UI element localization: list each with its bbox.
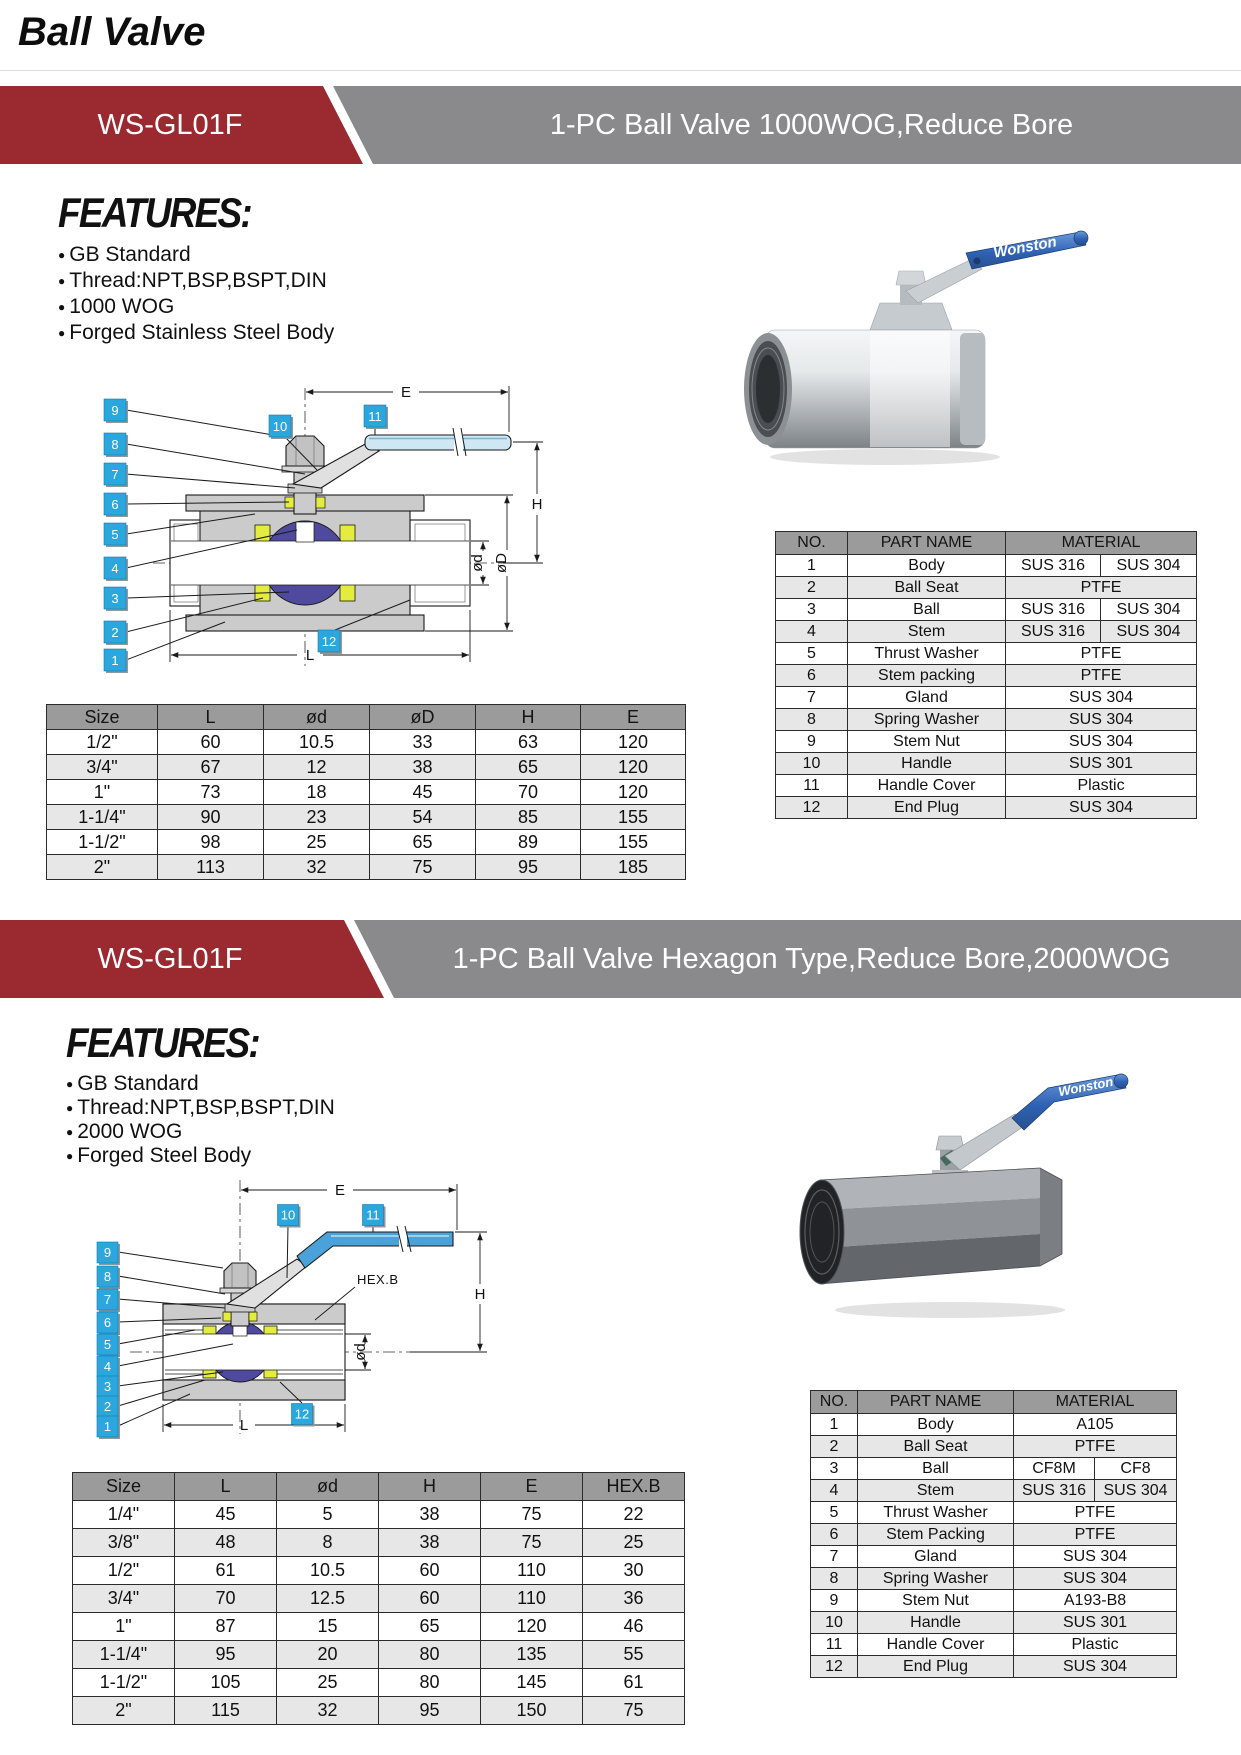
cell: 9	[811, 1590, 858, 1612]
cell: 3/4"	[47, 755, 158, 780]
size-table-1	[46, 704, 686, 880]
column-header: MATERIAL	[1014, 1391, 1177, 1414]
table-row	[811, 1656, 1177, 1678]
cell: 75	[370, 855, 476, 880]
cell: 95	[476, 855, 581, 880]
table-row	[811, 1414, 1177, 1436]
brand-label: Wonston	[992, 233, 1059, 262]
cell: 1/2"	[47, 730, 158, 755]
cell: SUS 316	[1014, 1480, 1095, 1502]
cell: 33	[370, 730, 476, 755]
parts-table-2	[810, 1390, 1177, 1678]
cell: SUS 301	[1006, 753, 1197, 775]
handle-bar	[297, 1232, 453, 1268]
cell: 8	[277, 1529, 379, 1557]
cell: 60	[379, 1557, 481, 1585]
cell: 61	[175, 1557, 277, 1585]
table-row	[811, 1590, 1177, 1612]
cell: Body	[858, 1414, 1014, 1436]
cell: 5	[811, 1502, 858, 1524]
table-row	[776, 621, 1197, 643]
cell: 67	[158, 755, 264, 780]
cell: Thrust Washer	[858, 1502, 1014, 1524]
feature-item: ● Thread:NPT,BSP,BSPT,DIN	[58, 268, 334, 294]
table-row	[73, 1641, 685, 1669]
callout-label: 3	[111, 591, 119, 606]
callout-label: 12	[321, 634, 337, 649]
cell: 70	[175, 1585, 277, 1613]
cell: 8	[776, 709, 848, 731]
cell: 32	[264, 855, 370, 880]
dim-label-E: E	[334, 1182, 346, 1199]
cell: Plastic	[1006, 775, 1197, 797]
cell: 150	[481, 1697, 583, 1725]
title-divider	[0, 70, 1241, 71]
features-heading: FEATURES:	[58, 189, 251, 236]
cell: Ball Seat	[858, 1436, 1014, 1458]
cell: A105	[1014, 1414, 1177, 1436]
table-row	[776, 599, 1197, 621]
callout-label: 9	[103, 1245, 112, 1260]
handle-bar	[365, 435, 511, 450]
cell: 85	[476, 805, 581, 830]
cell: 2	[811, 1436, 858, 1458]
cell: 4	[776, 621, 848, 643]
cell: 18	[264, 780, 370, 805]
cell: 1"	[47, 780, 158, 805]
dim-label-E: E	[400, 384, 412, 401]
cell: SUS 304	[1014, 1546, 1177, 1568]
cell: 1/4"	[73, 1501, 175, 1529]
cell: 25	[264, 830, 370, 855]
cell: 25	[583, 1529, 685, 1557]
stem-nut	[896, 271, 926, 285]
cell: 155	[581, 805, 686, 830]
cell: SUS 304	[1014, 1568, 1177, 1590]
cell: Ball	[848, 599, 1006, 621]
callout-label: 6	[111, 497, 119, 512]
callout-label: 10	[280, 1207, 296, 1223]
cell: Stem	[848, 621, 1006, 643]
callout-label: 5	[103, 1337, 112, 1352]
column-header: NO.	[811, 1391, 858, 1414]
cell: 10.5	[277, 1557, 379, 1585]
hex-body	[820, 1168, 1062, 1284]
column-header: L	[158, 705, 264, 730]
feature-item: ● GB Standard	[58, 242, 334, 268]
cell: 87	[175, 1613, 277, 1641]
cell: 60	[158, 730, 264, 755]
threaded-port	[756, 355, 780, 423]
feature-item: ● 1000 WOG	[58, 294, 334, 320]
cell: 10	[776, 753, 848, 775]
table-row	[811, 1480, 1177, 1502]
cell: CF8M	[1014, 1458, 1095, 1480]
photo-shadow	[835, 1302, 1065, 1318]
cell: Spring Washer	[858, 1568, 1014, 1590]
cell: 3/8"	[73, 1529, 175, 1557]
table-row	[47, 805, 686, 830]
table-row	[811, 1458, 1177, 1480]
cell: 1-1/2"	[47, 830, 158, 855]
cell: SUS 304	[1006, 797, 1197, 819]
cell: 1-1/4"	[47, 805, 158, 830]
cell: PTFE	[1006, 665, 1197, 687]
cell: 70	[476, 780, 581, 805]
dim-label-oD: øD	[493, 553, 510, 573]
callout-label: 8	[103, 1269, 112, 1284]
cell: Gland	[848, 687, 1006, 709]
callout-label: 3	[103, 1379, 112, 1394]
table-row	[776, 687, 1197, 709]
column-header: ød	[277, 1473, 379, 1501]
cell: PTFE	[1014, 1436, 1177, 1458]
dim-label-od: ød	[469, 554, 486, 572]
table-row	[73, 1529, 685, 1557]
cell: 55	[583, 1641, 685, 1669]
cell: Spring Washer	[848, 709, 1006, 731]
cell: 120	[581, 730, 686, 755]
dim-label-H: H	[474, 1286, 486, 1303]
cell: 1"	[73, 1613, 175, 1641]
feature-item: ● Thread:NPT,BSP,BSPT,DIN	[66, 1096, 335, 1120]
callout-label: 2	[103, 1399, 112, 1414]
cell: 7	[811, 1546, 858, 1568]
section-banner-2	[0, 920, 1241, 998]
callout-label: 11	[366, 1207, 380, 1223]
table-row	[811, 1502, 1177, 1524]
cell: A193-B8	[1014, 1590, 1177, 1612]
cell: 65	[476, 755, 581, 780]
table-row	[776, 753, 1197, 775]
cell: Ball	[858, 1458, 1014, 1480]
cell: 12	[776, 797, 848, 819]
table-row	[776, 643, 1197, 665]
cell: SUS 316	[1006, 599, 1101, 621]
callout-label: 1	[111, 653, 119, 668]
cell: 10.5	[264, 730, 370, 755]
cell: 2"	[73, 1697, 175, 1725]
cell: SUS 304	[1101, 621, 1197, 643]
cell: CF8	[1095, 1458, 1177, 1480]
cell: 23	[264, 805, 370, 830]
cell: 95	[175, 1641, 277, 1669]
cell: 46	[583, 1613, 685, 1641]
table-row	[73, 1669, 685, 1697]
callout-label: 11	[368, 409, 382, 424]
technical-drawing-1	[75, 348, 655, 678]
cell: SUS 301	[1014, 1612, 1177, 1634]
cell: 11	[811, 1634, 858, 1656]
column-header: H	[476, 705, 581, 730]
table-row	[73, 1697, 685, 1725]
cell: Stem Nut	[848, 731, 1006, 753]
cell: 1/2"	[73, 1557, 175, 1585]
callout-label: 7	[103, 1292, 112, 1307]
callout-label: 12	[294, 1406, 310, 1422]
callout-label: 6	[103, 1315, 112, 1330]
cell: SUS 304	[1006, 731, 1197, 753]
dim-label-od: ød	[352, 1343, 369, 1361]
table-row	[776, 731, 1197, 753]
product-photo-1	[720, 225, 1100, 470]
cell: 75	[583, 1697, 685, 1725]
cell: 105	[175, 1669, 277, 1697]
size-table-2	[72, 1472, 685, 1725]
brand-label: Wonston	[1057, 1073, 1115, 1100]
table-row	[73, 1585, 685, 1613]
cell: 5	[277, 1501, 379, 1529]
cell: 89	[476, 830, 581, 855]
cell: 113	[158, 855, 264, 880]
cell: 48	[175, 1529, 277, 1557]
column-header: E	[581, 705, 686, 730]
callout-label: 10	[272, 419, 288, 434]
table-row	[73, 1613, 685, 1641]
table-row	[776, 577, 1197, 599]
cell: 45	[370, 780, 476, 805]
cell: 6	[811, 1524, 858, 1546]
cell: 15	[277, 1613, 379, 1641]
callout-label: 4	[103, 1359, 112, 1374]
cell: PTFE	[1014, 1524, 1177, 1546]
table-row	[776, 797, 1197, 819]
dim-label-L: L	[305, 647, 315, 664]
cell: 115	[175, 1697, 277, 1725]
cell: 110	[481, 1585, 583, 1613]
table-row	[47, 830, 686, 855]
column-header: Size	[47, 705, 158, 730]
cell: 1	[811, 1414, 858, 1436]
cell: 6	[776, 665, 848, 687]
cell: 38	[379, 1529, 481, 1557]
cell: 5	[776, 643, 848, 665]
cell: Stem	[858, 1480, 1014, 1502]
cell: 2"	[47, 855, 158, 880]
cell: 145	[481, 1669, 583, 1697]
cell: 65	[379, 1613, 481, 1641]
cell: Body	[848, 555, 1006, 577]
cell: Plastic	[1014, 1634, 1177, 1656]
table-row	[776, 665, 1197, 687]
cell: 63	[476, 730, 581, 755]
cell: 2	[776, 577, 848, 599]
column-header: PART NAME	[848, 532, 1006, 555]
column-header: H	[379, 1473, 481, 1501]
cell: End Plug	[858, 1656, 1014, 1678]
product-title: 1-PC Ball Valve 1000WOG,Reduce Bore	[549, 109, 1074, 141]
table-row	[811, 1612, 1177, 1634]
table-row	[73, 1557, 685, 1585]
features-section-2	[66, 1020, 335, 1168]
cell: SUS 304	[1014, 1656, 1177, 1678]
cell: 54	[370, 805, 476, 830]
feature-item: ● Forged Steel Body	[66, 1144, 335, 1168]
cell: Ball Seat	[848, 577, 1006, 599]
cell: 80	[379, 1669, 481, 1697]
cell: Handle	[848, 753, 1006, 775]
table-row	[811, 1634, 1177, 1656]
cell: 120	[481, 1613, 583, 1641]
column-header: L	[175, 1473, 277, 1501]
technical-drawing-2	[75, 1172, 595, 1442]
cell: Thrust Washer	[848, 643, 1006, 665]
column-header: HEX.B	[583, 1473, 685, 1501]
cell: 73	[158, 780, 264, 805]
cell: Handle Cover	[858, 1634, 1014, 1656]
callout-label: 7	[111, 467, 119, 482]
feature-item: ● Forged Stainless Steel Body	[58, 320, 334, 346]
column-header: MATERIAL	[1006, 532, 1197, 555]
callout-label: 5	[111, 527, 119, 542]
cell: SUS 304	[1006, 709, 1197, 731]
cell: SUS 304	[1095, 1480, 1177, 1502]
cell: 3/4"	[73, 1585, 175, 1613]
features-heading: FEATURES:	[66, 1019, 259, 1066]
cell: 3	[776, 599, 848, 621]
cell: 11	[776, 775, 848, 797]
table-row	[811, 1568, 1177, 1590]
cell: 9	[776, 731, 848, 753]
cell: 65	[370, 830, 476, 855]
cell: 1-1/2"	[73, 1669, 175, 1697]
feature-item: ● 2000 WOG	[66, 1120, 335, 1144]
cell: 7	[776, 687, 848, 709]
product-title: 1-PC Ball Valve Hexagon Type,Reduce Bore,2000WOG	[452, 943, 1171, 975]
cell: 10	[811, 1612, 858, 1634]
cell: Handle	[858, 1612, 1014, 1634]
feature-item: ● GB Standard	[66, 1072, 335, 1096]
table-row	[47, 730, 686, 755]
cell: SUS 304	[1006, 687, 1197, 709]
cell: 135	[481, 1641, 583, 1669]
page-title: Ball Valve	[18, 10, 206, 54]
callout-label: 4	[111, 561, 119, 576]
table-row	[811, 1546, 1177, 1568]
cell: 22	[583, 1501, 685, 1529]
callout-label: 8	[111, 437, 119, 452]
cell: 12	[264, 755, 370, 780]
table-row	[811, 1436, 1177, 1458]
cell: SUS 304	[1101, 599, 1197, 621]
table-row	[73, 1501, 685, 1529]
model-code: WS-GL01F	[97, 943, 243, 975]
cell: Gland	[858, 1546, 1014, 1568]
cell: 60	[379, 1585, 481, 1613]
cell: 120	[581, 780, 686, 805]
cell: 90	[158, 805, 264, 830]
callout-label: 1	[103, 1419, 112, 1434]
cell: 1	[776, 555, 848, 577]
cell: SUS 316	[1006, 621, 1101, 643]
cell: 32	[277, 1697, 379, 1725]
cell: 38	[370, 755, 476, 780]
photo-shadow	[770, 449, 1000, 465]
table-row	[776, 775, 1197, 797]
cell: 12	[811, 1656, 858, 1678]
table-row	[47, 755, 686, 780]
cell: 38	[379, 1501, 481, 1529]
section-banner-1	[0, 86, 1241, 164]
parts-table-1	[775, 531, 1197, 819]
cell: PTFE	[1006, 643, 1197, 665]
dim-label-H: H	[531, 496, 543, 513]
cell: PTFE	[1014, 1502, 1177, 1524]
column-header: NO.	[776, 532, 848, 555]
cell: Handle Cover	[848, 775, 1006, 797]
cell: SUS 316	[1006, 555, 1101, 577]
column-header: PART NAME	[858, 1391, 1014, 1414]
table-row	[47, 855, 686, 880]
cell: 80	[379, 1641, 481, 1669]
cell: 61	[583, 1669, 685, 1697]
column-header: øD	[370, 705, 476, 730]
column-header: E	[481, 1473, 583, 1501]
cell: Stem packing	[848, 665, 1006, 687]
cell: 75	[481, 1529, 583, 1557]
cell: 110	[481, 1557, 583, 1585]
cell: 155	[581, 830, 686, 855]
cell: PTFE	[1006, 577, 1197, 599]
table-row	[47, 780, 686, 805]
cell: 3	[811, 1458, 858, 1480]
cell: 75	[481, 1501, 583, 1529]
cell: 98	[158, 830, 264, 855]
cell: 185	[581, 855, 686, 880]
cell: Stem Packing	[858, 1524, 1014, 1546]
cell: 4	[811, 1480, 858, 1502]
table-row	[776, 555, 1197, 577]
callout-label: 2	[111, 625, 119, 640]
valve-cross-section	[153, 388, 511, 666]
cell: 95	[379, 1697, 481, 1725]
cell: 8	[811, 1568, 858, 1590]
cell: Stem Nut	[858, 1590, 1014, 1612]
dim-label-L: L	[239, 1417, 249, 1434]
cell: 36	[583, 1585, 685, 1613]
hex-b-label: HEX.B	[357, 1272, 399, 1287]
cell: SUS 304	[1101, 555, 1197, 577]
cell: 1-1/4"	[73, 1641, 175, 1669]
column-header: Size	[73, 1473, 175, 1501]
product-photo-2	[790, 1058, 1130, 1323]
cell: End Plug	[848, 797, 1006, 819]
table-row	[776, 709, 1197, 731]
model-code: WS-GL01F	[97, 109, 243, 141]
column-header: ød	[264, 705, 370, 730]
callout-label: 9	[111, 403, 119, 418]
table-row	[811, 1524, 1177, 1546]
cell: 25	[277, 1669, 379, 1697]
cell: 30	[583, 1557, 685, 1585]
cell: 20	[277, 1641, 379, 1669]
cell: 12.5	[277, 1585, 379, 1613]
features-section-1	[58, 190, 334, 346]
cell: 120	[581, 755, 686, 780]
cell: 45	[175, 1501, 277, 1529]
